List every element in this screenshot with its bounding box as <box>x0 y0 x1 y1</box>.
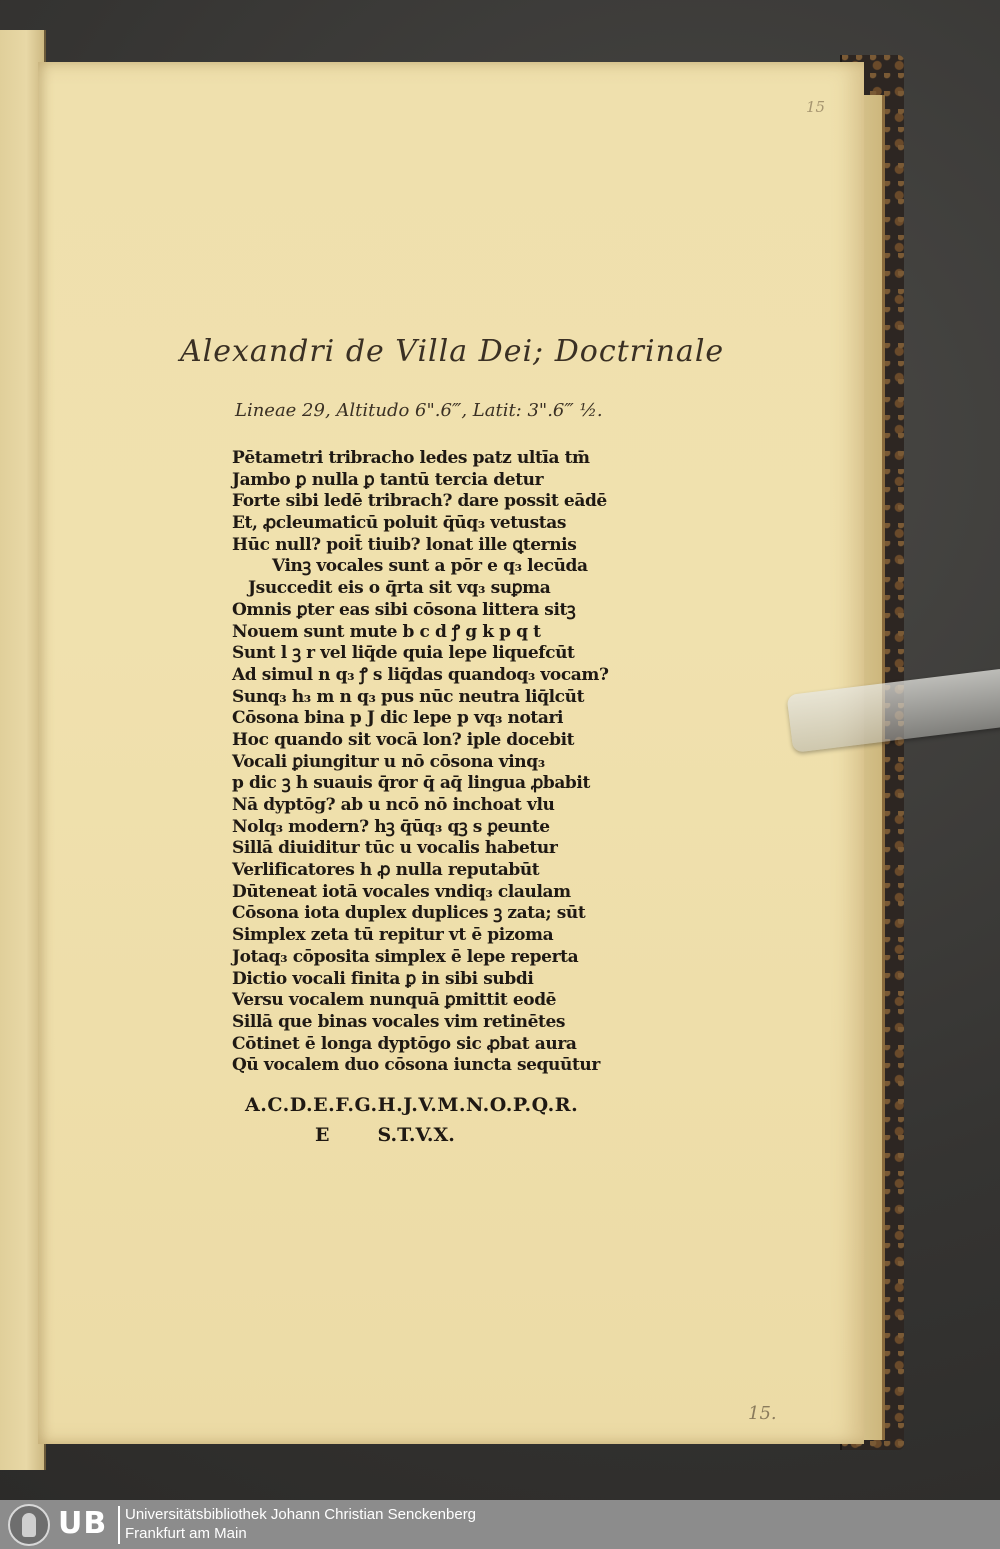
text-line: Dūteneat iotā vocales vndiq₃ claulam <box>232 881 571 902</box>
text-line: Sillā que binas vocales vim retinētes <box>232 1011 566 1032</box>
text-line: Cōsona bina p J dic lepe p vq₃ notari <box>232 708 564 729</box>
text-line: Pētametri tribracho ledes patz ultīa tm̄ <box>232 448 590 468</box>
alphabet-letter-e: E <box>315 1124 330 1146</box>
text-line: Nā dyptōg? ab u ncō nō inchoat vlu <box>232 795 555 815</box>
gothic-text-block <box>232 448 609 1077</box>
page-number-bottom: 15. <box>748 1403 777 1424</box>
text-line: Jambo ꝑ nulla ꝑ tantū tercia detur <box>232 469 544 490</box>
text-line: Cōtinet ē longa dyptōgo sic ꝓbat aura <box>232 1033 577 1054</box>
text-line: Nouem sunt mute b c d ꝭ g k p q t <box>232 621 541 642</box>
text-line: Sunt l ꝫ r vel liq̄de quia lepe liquefcūt <box>232 643 575 664</box>
text-line: Jotaq₃ cōposita simplex ē lepe reperta <box>232 946 579 967</box>
text-line: Et, ꝓcleumaticū poluit q̄ūq₃ vetustas <box>232 513 567 534</box>
text-line: Jsuccedit eis o q̄rta sit vq₃ suꝑma <box>248 578 551 599</box>
text-line: p dic ꝫ h suauis q̄ror q̄ aq̄ lingua ꝓbabit <box>232 773 590 794</box>
text-line: Sillā diuiditur tūc u vocalis habetur <box>232 838 558 859</box>
text-line: Omnis ꝑter eas sibi cōsona littera sitꝫ <box>232 599 576 620</box>
capital-alphabet-line-2 <box>315 1124 455 1146</box>
text-line: Sunq₃ h₃ m n q₃ pus nūc neutra liq̄lcūt <box>232 686 585 707</box>
text-line: Verlificatores h ꝓ nulla reputabūt <box>232 860 540 881</box>
text-line: Hoc quando sit vocā lon? iple docebit <box>232 729 575 750</box>
portrait-icon <box>8 1504 50 1546</box>
text-line: Forte sibi ledē tribrach? dare possit eādē <box>232 491 607 512</box>
institution-name <box>125 1505 476 1543</box>
logo-text: UB <box>58 1506 108 1541</box>
text-line: Qū vocalem duo cōsona iuncta sequūtur <box>232 1055 600 1076</box>
text-line: Versu vocalem nunquā ꝑmittit eodē <box>232 990 557 1011</box>
institution-line-2: Frankfurt am Main <box>125 1525 247 1542</box>
ub-logo[interactable] <box>8 1504 116 1546</box>
page-subtitle: Lineae 29, Altitudo 6".6‴, Latit: 3".6‴ ½. <box>235 400 603 421</box>
text-line: Nolq₃ modern? hꝫ q̄ūq₃ qꝫ s ꝑeunte <box>232 816 550 837</box>
logo-divider <box>118 1506 120 1544</box>
text-line: Simplex zeta tū repitur vt ē pizoma <box>232 925 554 946</box>
text-line: Vocali ꝑiungitur u nō cōsona vinq₃ <box>232 751 545 772</box>
text-line: Vinꝫ vocales sunt a pōr e q₃ lecūda <box>272 556 588 577</box>
page-title: Alexandri de Villa Dei; Doctrinale <box>180 334 725 369</box>
text-line: Dictio vocali finita ꝑ in sibi subdi <box>232 968 534 989</box>
footer-bar <box>0 1500 1000 1549</box>
text-line: Hūc null? poit̄ tiuib? lonat ille ꝗternis <box>232 534 577 555</box>
text-line: Cōsona iota duplex duplices ꝫ zata; sūt <box>232 903 586 924</box>
institution-line-1: Universitätsbibliothek Johann Christian Senckenberg <box>125 1506 477 1523</box>
text-line: Ad simul n q₃ ꝭ s liq̄das quandoq₃ vocam? <box>232 664 609 685</box>
capital-alphabet-line-1: A.C.D.E.F.G.H.J.V.M.N.O.P.Q.R. <box>245 1094 579 1116</box>
page-number-top: 15 <box>806 98 826 116</box>
alphabet-letters-stvx: S.T.V.X. <box>377 1124 455 1146</box>
